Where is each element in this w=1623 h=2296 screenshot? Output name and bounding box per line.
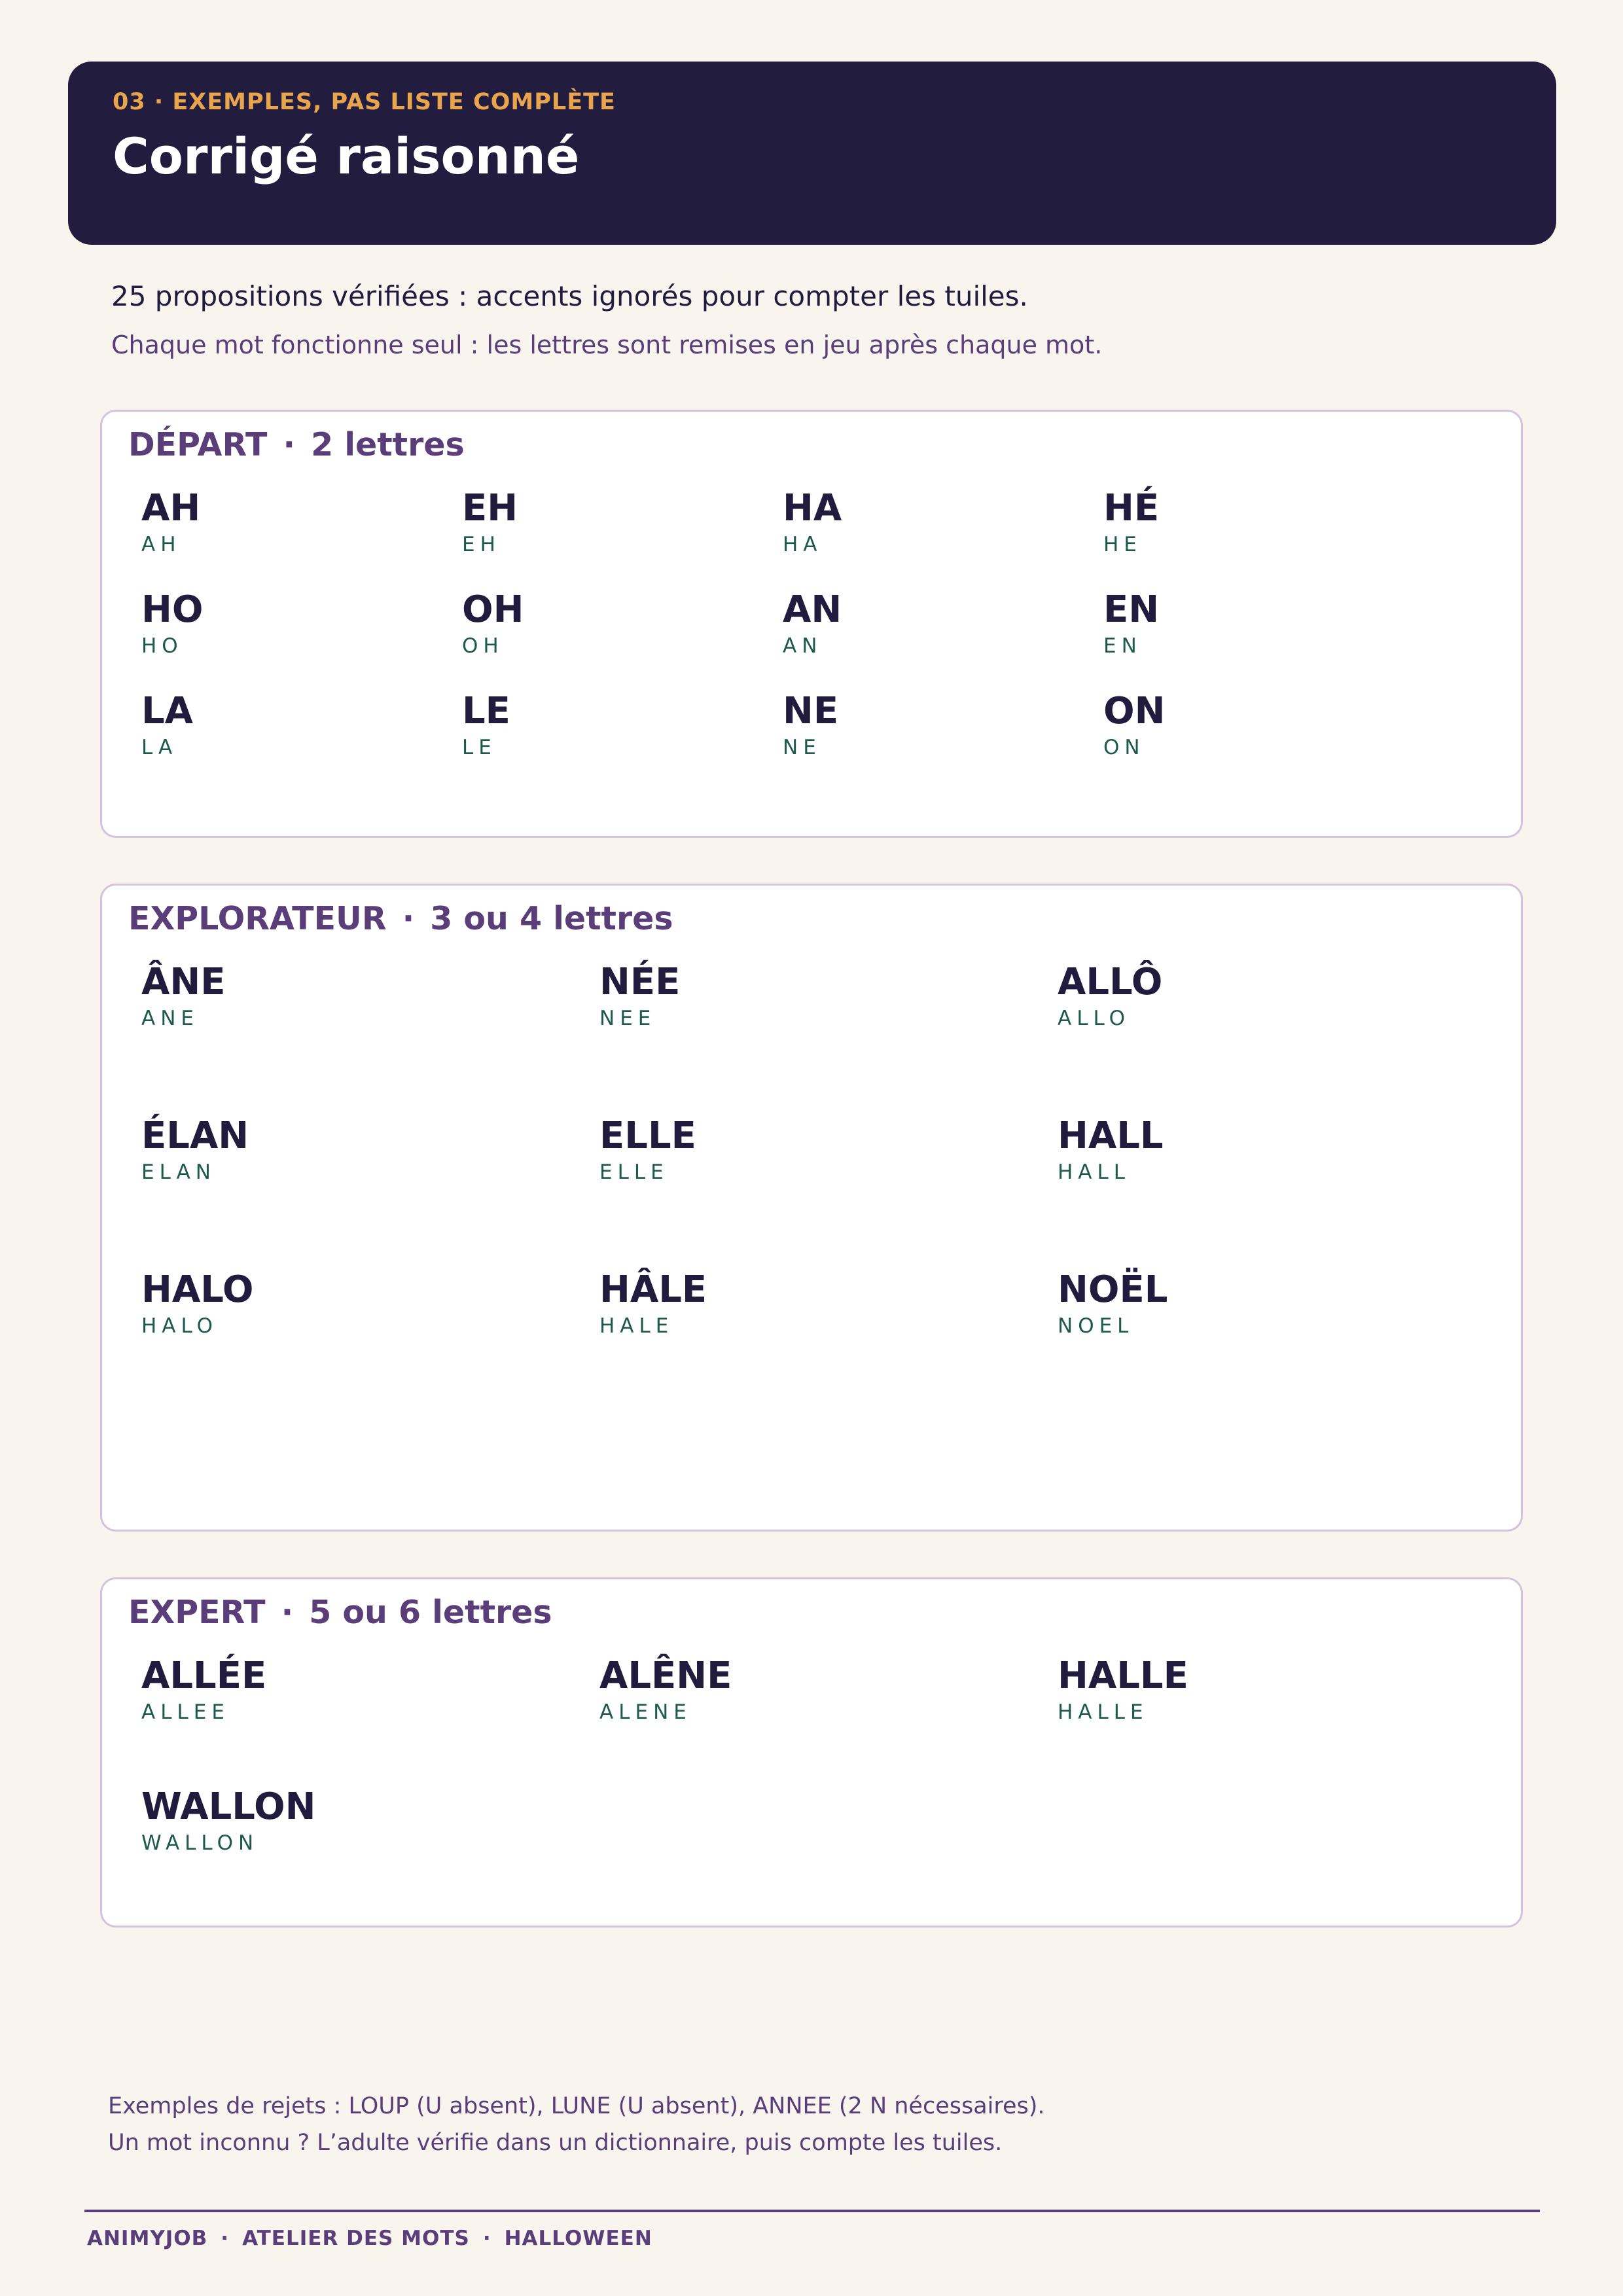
word-tiles: HALO	[141, 1314, 219, 1338]
word-entry	[599, 961, 680, 1030]
card-level: DÉPART	[128, 426, 268, 463]
card-depart	[100, 410, 1523, 838]
word-entry	[141, 1785, 315, 1855]
word: ON	[1103, 690, 1166, 732]
word-tiles: AN	[783, 634, 823, 658]
page-title: Corrigé raisonné	[113, 127, 580, 185]
rejection-notes	[108, 2088, 1045, 2161]
word-entry	[141, 1268, 254, 1338]
word: EH	[462, 487, 518, 529]
card-length: 3 ou 4 lettres	[430, 900, 673, 937]
header-banner	[68, 62, 1556, 245]
word: ALÊNE	[599, 1655, 732, 1697]
word-tiles: HA	[783, 533, 823, 556]
word-entry	[462, 690, 510, 759]
intro-subtext: Chaque mot fonctionne seul : les lettres sont remises en jeu après chaque mot.	[111, 331, 1103, 359]
word-entry	[599, 1115, 696, 1184]
word: ALLÉE	[141, 1655, 267, 1697]
verification-hint: Un mot inconnu ? L’adulte vérifie dans un dictionnaire, puis compte les tuiles.	[108, 2130, 1003, 2156]
theme-name: HALLOWEEN	[504, 2227, 652, 2250]
word-entry	[462, 588, 524, 658]
word: HALO	[141, 1268, 254, 1311]
word-entry	[783, 588, 842, 658]
word: HÉ	[1103, 487, 1160, 529]
word-tiles: HE	[1103, 533, 1142, 556]
word-tiles: ANE	[141, 1007, 199, 1030]
card-title	[128, 900, 673, 937]
word-tiles: ON	[1103, 736, 1145, 759]
word-tiles: ELAN	[141, 1160, 216, 1184]
word-entry	[141, 690, 193, 759]
word: HA	[783, 487, 842, 529]
word-entry	[141, 487, 200, 556]
word-entry	[783, 487, 842, 556]
word-entry	[141, 1655, 266, 1724]
word: LE	[462, 690, 510, 732]
word-entry	[1058, 1268, 1168, 1338]
word-tiles: HALLE	[1058, 1700, 1149, 1724]
word-tiles: LA	[141, 736, 178, 759]
word: EN	[1103, 588, 1160, 631]
card-length: 5 ou 6 lettres	[309, 1594, 552, 1631]
word-entry	[783, 690, 838, 759]
word: NÉE	[599, 961, 681, 1003]
word-tiles: NEE	[599, 1007, 656, 1030]
word-tiles: ALENE	[599, 1700, 692, 1724]
word-entry	[599, 1655, 732, 1724]
word: ÉLAN	[141, 1115, 249, 1157]
word: ALLÔ	[1058, 961, 1163, 1003]
word: OH	[462, 588, 524, 631]
word-entry	[1103, 588, 1159, 658]
word-tiles: ALLO	[1058, 1007, 1131, 1030]
card-level: EXPERT	[128, 1594, 266, 1631]
word: HO	[141, 588, 204, 631]
intro-text: 25 propositions vérifiées : accents ignorés pour compter les tuiles.	[111, 280, 1028, 312]
word: ÂNE	[141, 961, 226, 1003]
word-tiles: HO	[141, 634, 183, 658]
card-separator: ·	[283, 426, 296, 463]
footer-brand-line	[87, 2227, 652, 2250]
card-separator: ·	[281, 1594, 294, 1631]
footer-separator: ·	[482, 2227, 491, 2250]
card-expert	[100, 1577, 1523, 1928]
word-tiles: AH	[141, 533, 181, 556]
rejection-examples: Exemples de rejets : LOUP (U absent), LUNE (U absent), ANNEE (2 N nécessaires).	[108, 2093, 1045, 2119]
word: ELLE	[599, 1115, 696, 1157]
card-length: 2 lettres	[311, 426, 465, 463]
word-entry	[141, 1115, 249, 1184]
word-tiles: NOEL	[1058, 1314, 1134, 1338]
word-tiles: ALLEE	[141, 1700, 230, 1724]
word-tiles: HALE	[599, 1314, 674, 1338]
word-entry	[141, 961, 225, 1030]
word: HALLE	[1058, 1655, 1188, 1697]
card-level: EXPLORATEUR	[128, 900, 387, 937]
word: AH	[141, 487, 201, 529]
section-kicker: 03 · EXEMPLES, PAS LISTE COMPLÈTE	[113, 89, 616, 115]
footer-divider	[84, 2210, 1540, 2212]
card-title	[128, 426, 465, 463]
word-tiles: EN	[1103, 634, 1142, 658]
workshop-name: ATELIER DES MOTS	[242, 2227, 470, 2250]
card-explorateur	[100, 884, 1523, 1532]
footer-separator: ·	[221, 2227, 230, 2250]
card-separator: ·	[402, 900, 415, 937]
word: HALL	[1058, 1115, 1164, 1157]
word-entry	[599, 1268, 707, 1338]
word-tiles: ELLE	[599, 1160, 669, 1184]
word-entry	[141, 588, 203, 658]
word-tiles: NE	[783, 736, 821, 759]
word: WALLON	[141, 1785, 316, 1828]
word-tiles: HALL	[1058, 1160, 1131, 1184]
word-entry	[1058, 961, 1162, 1030]
word-tiles: WALLON	[141, 1831, 259, 1855]
word-entry	[462, 487, 518, 556]
word-tiles: EH	[462, 533, 501, 556]
word-entry	[1058, 1115, 1164, 1184]
word-entry	[1103, 487, 1159, 556]
word: HÂLE	[599, 1268, 707, 1311]
word: NE	[783, 690, 839, 732]
brand-name: ANIMYJOB	[87, 2227, 208, 2250]
word-entry	[1058, 1655, 1188, 1724]
word: AN	[783, 588, 842, 631]
card-title	[128, 1594, 552, 1631]
word: LA	[141, 690, 194, 732]
word-entry	[1103, 690, 1165, 759]
word: NOËL	[1058, 1268, 1168, 1311]
word-tiles: OH	[462, 634, 504, 658]
word-tiles: LE	[462, 736, 497, 759]
